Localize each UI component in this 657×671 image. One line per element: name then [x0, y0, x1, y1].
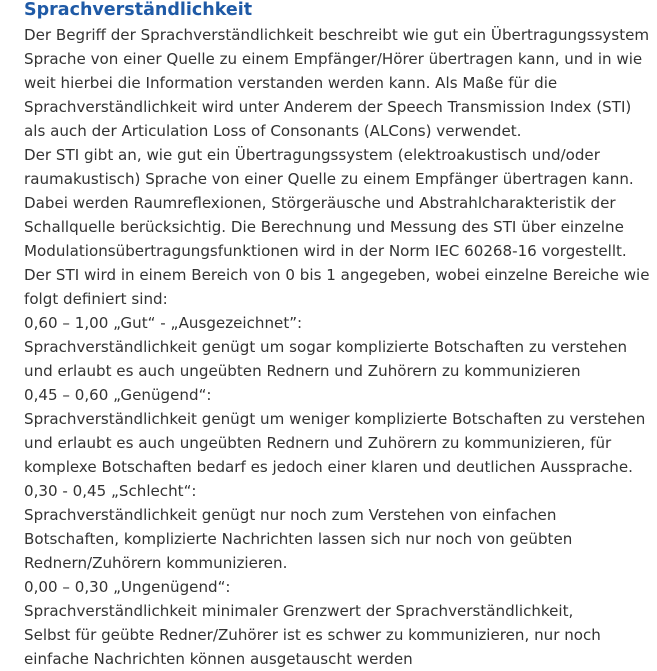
text-line: als auch der Articulation Loss of Consonants (ALCons) verwendet.	[24, 122, 522, 140]
range-heading-gut: 0,60 – 1,00 „Gut“ - „Ausgezeichnet”:	[24, 314, 303, 332]
text-line: Botschaften, komplizierte Nachrichten lassen sich nur noch von geübten	[24, 530, 573, 548]
text-line: Modulationsübertragungsfunktionen wird in der Norm IEC 60268-16 vorgestellt.	[24, 242, 627, 260]
range-heading-ungenuegend: 0,00 – 0,30 „Ungenügend“:	[24, 578, 231, 596]
text-line: weit hierbei die Information verstanden werden kann. Als Maße für die	[24, 74, 558, 92]
text-line: Sprachverständlichkeit wird unter Anderem der Speech Transmission Index (STI)	[24, 98, 632, 116]
text-line: Der Begriff der Sprachverständlichkeit beschreibt wie gut ein Übertragungssystem	[24, 26, 650, 44]
text-line: und erlaubt es auch ungeübten Rednern und Zuhörern zu kommunizieren, für	[24, 434, 612, 452]
text-line: komplexe Botschaften bedarf es jedoch einer klaren und deutlichen Aussprache.	[24, 458, 633, 476]
text-line: Dabei werden Raumreflexionen, Störgeräusche und Abstrahlcharakteristik der	[24, 194, 616, 212]
text-line: und erlaubt es auch ungeübten Rednern und Zuhörern zu kommunizieren	[24, 362, 581, 380]
text-line: Sprachverständlichkeit genügt um sogar komplizierte Botschaften zu verstehen	[24, 338, 628, 356]
article-body	[24, 20, 652, 671]
text-line: Sprachverständlichkeit minimaler Grenzwert der Sprachverständlichkeit,	[24, 602, 574, 620]
text-line: Der STI wird in einem Bereich von 0 bis 1 angegeben, wobei einzelne Bereiche wie	[24, 266, 650, 284]
range-heading-schlecht: 0,30 - 0,45 „Schlecht“:	[24, 482, 197, 500]
text-line: Schallquelle berücksichtig. Die Berechnung und Messung des STI über einzelne	[24, 218, 624, 236]
text-line: raumakustisch) Sprache von einer Quelle zu einem Empfänger übertragen kann.	[24, 170, 634, 188]
range-heading-genuegend: 0,45 – 0,60 „Genügend“:	[24, 386, 212, 404]
text-line: folgt definiert sind:	[24, 290, 168, 308]
text-line: einfache Nachrichten können ausgetauscht werden	[24, 650, 413, 668]
article-title: Sprachverständlichkeit	[24, 0, 253, 20]
text-line: Selbst für geübte Redner/Zuhörer ist es schwer zu kommunizieren, nur noch	[24, 626, 601, 644]
text-line: Rednern/Zuhörern kommunizieren.	[24, 554, 288, 572]
text-line: Sprachverständlichkeit genügt um weniger komplizierte Botschaften zu verstehen	[24, 410, 646, 428]
article	[24, 0, 652, 671]
text-line: Sprachverständlichkeit genügt nur noch zum Verstehen von einfachen	[24, 506, 557, 524]
text-line: Der STI gibt an, wie gut ein Übertragungssystem (elektroakustisch und/oder	[24, 146, 600, 164]
text-line: Sprache von einer Quelle zu einem Empfänger/Hörer übertragen kann, und in wie	[24, 50, 643, 68]
